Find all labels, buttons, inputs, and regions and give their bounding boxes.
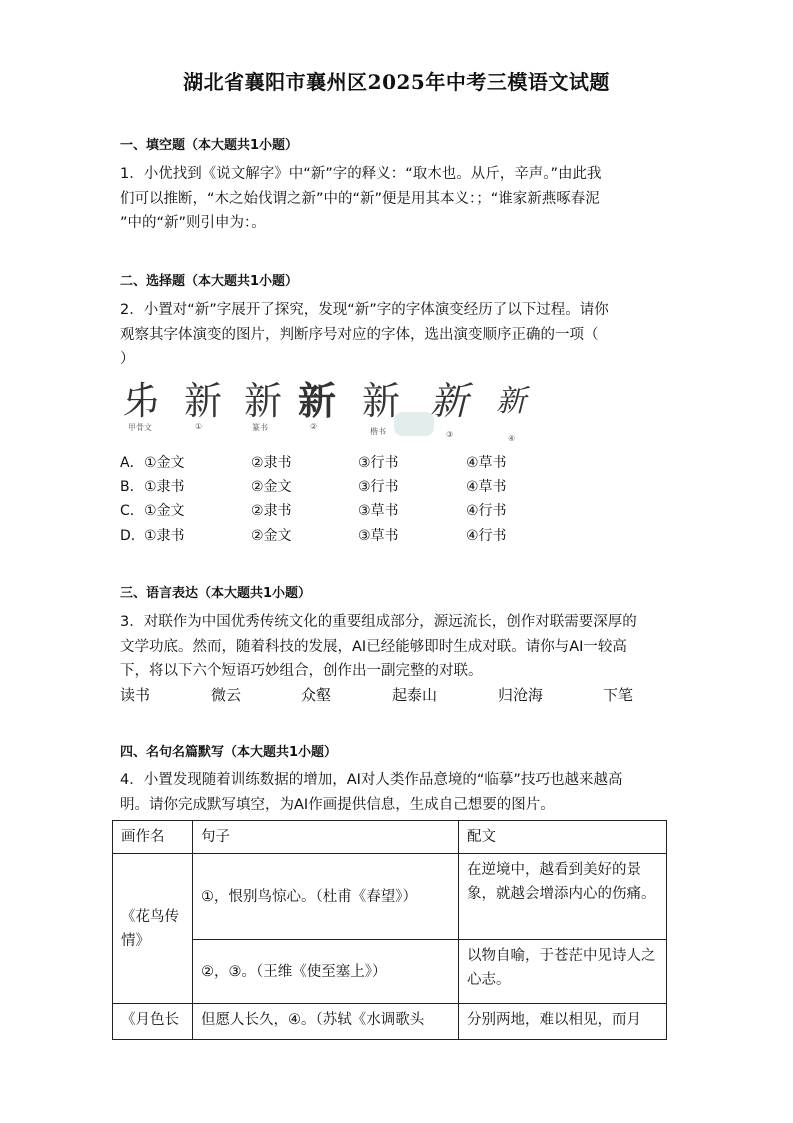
phrase: 读书 [120,686,151,704]
sentence-cell: ①，恨别鸟惊心。（杜甫《春望》） [193,854,459,940]
question-line: 3．对联作为中国优秀传统文化的重要组成部分，源远流长，创作对联需要深厚的 [120,614,637,630]
table-header: 配文 [459,821,667,854]
option-item: ①金文 [144,503,185,519]
page-title: 湖北省襄阳市襄州区2025年中考三模语文试题 [183,70,610,94]
character-evolution-image [118,368,548,450]
caption-cell: 以物自喻，于苍茫中见诗人之心志。 [459,940,667,1004]
caption-cell: 分别两地，难以相见，而月 [459,1004,667,1040]
option-item: ③草书 [358,528,399,544]
phrase: 微云 [211,686,242,704]
glyph-1: 新 [184,379,223,423]
painting-name: 《花鸟传情》 [113,854,193,1004]
glyph-4: 新 [496,384,526,419]
caption-oracle: 甲骨文 [128,423,152,432]
option-item: ②金文 [251,479,292,495]
question-2-text [120,298,670,372]
option-item: ②金文 [251,528,292,544]
phrase: 下笔 [603,686,634,704]
table-row [113,854,667,940]
question-line: 1．小优找到《说文解字》中“新”字的释义：“取木也。从斤，辛声。”由此我 [120,166,602,182]
section-heading-3: 三、语言表达（本大题共1小题） [120,586,312,601]
option-item: ④草书 [466,455,507,471]
caption-regular: 楷书 [370,427,386,436]
question-line: 4．小置发现随着训练数据的增加，AI对人类作品意境的“临摹”技巧也越来越高 [120,772,623,788]
option-item: ②隶书 [251,455,292,471]
table-row [113,1004,667,1040]
sentence-cell: 但愿人长久，④。（苏轼《水调歌头 [193,1004,459,1040]
option-label: B． [120,479,144,495]
section-heading-2: 二、选择题（本大题共1小题） [120,274,299,289]
option-item: ④行书 [466,503,507,519]
caption-2: ② [310,422,318,431]
option-item: ②隶书 [251,503,292,519]
question-line: 2．小置对“新”字展开了探究，发现“新”字的字体演变经历了以下过程。请你 [120,302,609,318]
table-header: 画作名 [113,821,193,854]
glyph-2: 新 [298,378,337,423]
recitation-table [112,820,667,1040]
option-label: C． [120,503,144,519]
option-item: ④行书 [466,528,507,544]
caption-4: ④ [508,434,516,443]
caption-seal: 篆书 [252,423,268,432]
option-label: A． [120,455,144,471]
phrase: 众壑 [301,686,332,704]
caption-1: ① [195,422,203,431]
question-line: 明。请你完成默写填空，为AI作画提供信息，生成自己想要的图片。 [120,796,555,813]
phrase: 起泰山 [392,686,438,704]
question-3-text [120,610,670,684]
question-line: 文学功底。然而，随着科技的发展，AI已经能够即时生成对联。请你与AI一较高 [120,638,627,655]
glyph-3: 新 [430,379,469,423]
option-item: ①隶书 [144,479,185,495]
option-item: ④草书 [466,479,507,495]
painting-name: 《月色长 [113,1004,193,1040]
table-row [113,940,667,1004]
table-header-row [113,821,667,854]
question-line: 们可以推断，“木之始伐谓之新”中的“新”便是用其本义：；“谁家新燕啄春泥 [120,190,600,207]
glyph-oracle-bone: 𠂔 [122,379,161,423]
question-line: ） [120,351,135,367]
sentence-cell: ②，③。（王维《使至塞上》） [193,940,459,1004]
question-line: ”中的“新”则引申为：。 [120,215,266,231]
section-heading-4: 四、名句名篇默写（本大题共1小题） [120,745,338,760]
glyph-seal: 新 [244,379,283,423]
caption-cell: 在逆境中，越看到美好的景象，就越会增添内心的伤痛。 [459,854,667,940]
section-heading-1: 一、填空题（本大题共1小题） [120,138,299,153]
question-line: 观察其字体演变的图片，判断序号对应的字体，选出演变顺序正确的一项（ [120,326,599,343]
option-item: ③行书 [358,479,399,495]
phrase: 归沧海 [498,686,544,704]
question-line: 下，将以下六个短语巧妙组合，创作出一副完整的对联。 [120,663,483,679]
glyph-regular: 新 [362,379,401,423]
table-header: 句子 [193,821,459,854]
option-item: ③行书 [358,455,399,471]
option-item: ①隶书 [144,528,185,544]
option-item: ③草书 [358,503,399,519]
caption-3: ③ [446,430,454,439]
question-1-text [120,162,670,236]
option-label: D． [120,528,145,544]
question-4-text [120,768,670,817]
option-item: ①金文 [144,455,185,471]
